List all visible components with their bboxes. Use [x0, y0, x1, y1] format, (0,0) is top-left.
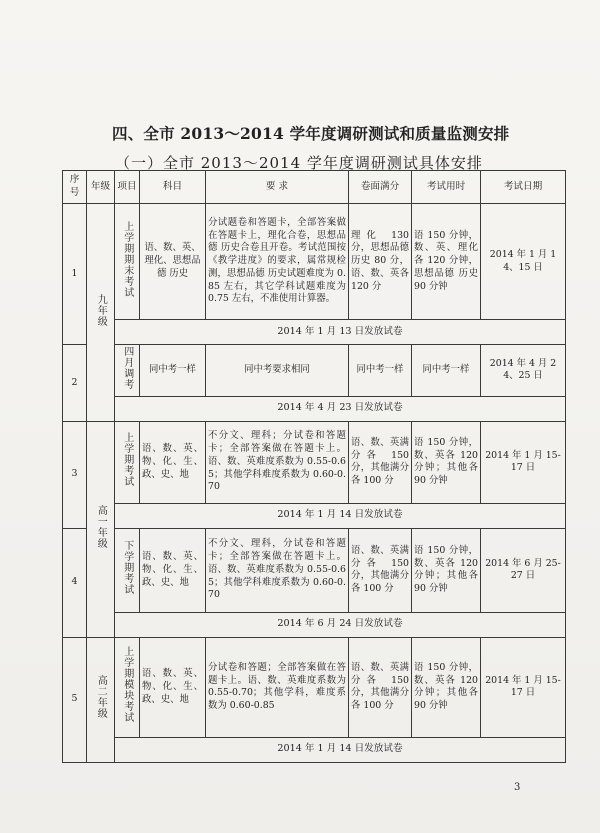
page-number: 3 [514, 782, 521, 793]
table-row [63, 421, 566, 503]
grade-label: 高一年级 [95, 504, 107, 549]
grade-label: 九年级 [95, 293, 107, 327]
row-full-marks: 同中考一样 [349, 345, 412, 397]
schedule-table [62, 170, 566, 763]
row-seq: 5 [63, 637, 87, 762]
table-header-row [63, 171, 566, 204]
table-note-row [63, 396, 566, 421]
header-subjects: 科目 [140, 171, 206, 204]
row-duration: 语 150 分钟，数、英各 120 分钟；其他各 90 分钟 [412, 421, 481, 503]
row-subjects: 语、数、英、物、化、生、政、史、地 [140, 528, 206, 612]
row-item [115, 345, 140, 397]
row-item [115, 637, 140, 737]
table-note-row [63, 737, 566, 762]
row-subjects: 语、数、英、物、化、生、政、史、地 [140, 421, 206, 503]
row-date: 2014 年 4 月 24、25 日 [481, 345, 566, 397]
header-requirements: 要 求 [206, 171, 349, 204]
header-item: 项目 [115, 171, 140, 204]
row-grade [87, 421, 115, 637]
row-full-marks: 语、数、英满分各 150 分，其他满分各 100 分 [349, 421, 412, 503]
header-grade: 年级 [87, 171, 115, 204]
row-note: 2014 年 6 月 24 日发放试卷 [115, 612, 566, 637]
table-row [63, 637, 566, 737]
table-note-row [63, 320, 566, 345]
header-duration: 考试用时 [412, 171, 481, 204]
item-label: 下学期考试 [121, 540, 133, 596]
row-item [115, 528, 140, 612]
row-date: 2014 年 6 月 25-27 日 [481, 528, 566, 612]
row-subjects: 同中考一样 [140, 345, 206, 397]
row-requirements: 不分文、理科，分试卷和答题卡；全部答案做在答题卡上。语、数、英难度系数为 0.55-0.65；其他学科难度系数为 0.60-0.70 [206, 528, 349, 612]
table-note-row [63, 503, 566, 528]
table-note-row [63, 612, 566, 637]
item-label: 上学期期末考试 [121, 220, 133, 298]
row-note: 2014 年 1 月 13 日发放试卷 [115, 320, 566, 345]
row-grade [87, 637, 115, 762]
row-note: 2014 年 1 月 14 日发放试卷 [115, 503, 566, 528]
row-item [115, 421, 140, 503]
table-row [63, 204, 566, 320]
row-date: 2014 年 1 月 15-17 日 [481, 421, 566, 503]
row-subjects: 语、数、英、理化、思想品德 历史 [140, 204, 206, 320]
row-subjects: 语、数、英、物、化、生、政、史、地 [140, 637, 206, 737]
row-requirements: 不分文、理科；分试卷和答题卡；全部答案做在答题卡上。语、数、英难度系数为 0.55-0.65；其他学科难度系数为 0.60-0.70 [206, 421, 349, 503]
row-item [115, 204, 140, 320]
item-label: 上学期考试 [121, 432, 133, 488]
row-duration: 语 150 分钟，数、英、理化各 120 分钟，思想品德 历史 90 分钟 [412, 204, 481, 320]
row-duration: 语 150 分钟，数、英各 120 分钟；其他各 90 分钟 [412, 528, 481, 612]
row-seq: 4 [63, 528, 87, 637]
row-note: 2014 年 4 月 23 日发放试卷 [115, 396, 566, 421]
row-requirements: 分试题卷和答题卡，全部答案做在答题卡上，理化合卷，思想品德 历史合卷且开卷。考试范围按《教学进度》的要求，属常规检测，思想品德 历史试题难度为 0.85 左右，其它学科试题难度为 0.75 左右，不准使用计算器。 [206, 204, 349, 320]
row-duration: 同中考一样 [412, 345, 481, 397]
item-label: 上学期模块考试 [121, 646, 133, 724]
header-seq: 序号 [63, 171, 87, 204]
row-grade [87, 204, 115, 422]
grade-label: 高二年级 [95, 675, 107, 720]
row-seq: 2 [63, 345, 87, 422]
section-subheading: （一）全市 2013～2014 学年度调研测试具体安排 [115, 154, 483, 172]
row-duration: 语 150 分钟，数、英各 120 分钟；其他各 90 分钟 [412, 637, 481, 737]
row-date: 2014 年 1 月 14、15 日 [481, 204, 566, 320]
section-heading: 四、全市 2013～2014 学年度调研测试和质量监测安排 [112, 124, 510, 143]
row-seq: 1 [63, 204, 87, 345]
header-full-marks: 卷面满分 [349, 171, 412, 204]
row-full-marks: 理化 130 分，思想品德 历史 80 分，语、数、英各 120 分 [349, 204, 412, 320]
row-date: 2014 年 1 月 15-17 日 [481, 637, 566, 737]
item-label: 四月调考 [121, 346, 133, 390]
row-seq: 3 [63, 421, 87, 528]
row-requirements: 同中考要求相同 [206, 345, 349, 397]
row-requirements: 分试卷和答题；全部答案做在答题卡上。语、数、英难度系数为 0.55-0.70；其他学科，难度系数为 0.60-0.85 [206, 637, 349, 737]
row-full-marks: 语、数、英满分各 150 分，其他满分各 100 分 [349, 637, 412, 737]
row-full-marks: 语、数、英满分各 150 分，其他满分各 100 分 [349, 528, 412, 612]
table-row [63, 345, 566, 397]
header-date: 考试日期 [481, 171, 566, 204]
table-row [63, 528, 566, 612]
row-note: 2014 年 1 月 14 日发放试卷 [115, 737, 566, 762]
